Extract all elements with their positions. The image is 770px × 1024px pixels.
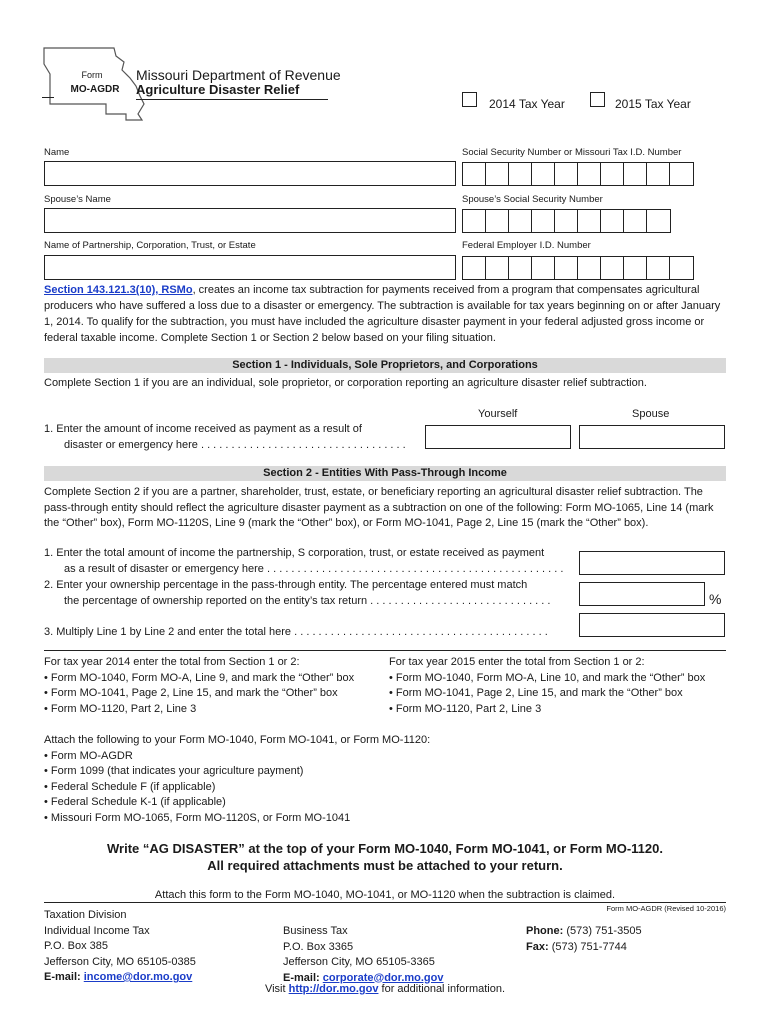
section1-yourself-input[interactable]: [425, 425, 571, 449]
tax-year-2015-label: 2015 Tax Year: [615, 97, 691, 111]
division-name: Taxation Division: [44, 909, 127, 921]
tax-year-2014-checkbox[interactable]: [462, 92, 477, 107]
phone-number: (573) 751-3505: [566, 925, 642, 937]
col2-line: Jefferson City, MO 65105-3365: [283, 956, 435, 968]
tax-year-2015-checkbox[interactable]: [590, 92, 605, 107]
revision-label: Form MO-AGDR (Revised 10-2016): [606, 904, 726, 913]
ssn-input[interactable]: [462, 162, 694, 186]
col-yourself: Yourself: [478, 408, 518, 420]
list-item: • Form MO-1041, Page 2, Line 15, and mark the “Other” box: [44, 686, 384, 702]
form-id: MO-AGDR: [70, 84, 120, 95]
section1-line1a: 1. Enter the amount of income received as payment as a result of: [44, 423, 362, 435]
header-rule-left: [42, 97, 54, 98]
section2-line1-input[interactable]: [579, 551, 725, 575]
section2-line3: 3. Multiply Line 1 by Line 2 and enter the total here . . . . . . . . . . . . . . . . . . . . . . . . . . . . . . . . . . . . . . . . . .: [44, 626, 548, 638]
instructions-2015-heading: For tax year 2015 enter the total from Section 1 or 2:: [389, 656, 645, 668]
income-email-link[interactable]: income@dor.mo.gov: [83, 971, 193, 983]
intro-text: , creates an income tax subtraction for payments received from a program that compensates agricultural producers who have suffered a loss due to a disaster or emergency. The subtraction is available for tax years beginning on or after January 1, 2014. To qualify for the subtraction, you must have included the agriculture disaster payment in your federal adjusted gross income or federal taxable income. Complete Section 1 or Section 2 below based on your filing situation.: [44, 284, 721, 344]
list-item: • Form MO-1041, Page 2, Line 15, and mark the “Other” box: [389, 686, 729, 702]
name-label: Name: [44, 147, 70, 158]
section2-line2b: the percentage of ownership reported on the entity’s tax return . . . . . . . . . . . . . . . . . . . . . . . . . . . . . .: [64, 595, 551, 607]
section1-spouse-input[interactable]: [579, 425, 725, 449]
section1-intro: Complete Section 1 if you are an individual, sole proprietor, or corporation reporting an agriculture disaster relief subtraction.: [44, 377, 647, 389]
fein-input[interactable]: [462, 256, 694, 280]
instructions-2015: [389, 655, 729, 717]
col1-line: P.O. Box 385: [44, 940, 109, 952]
spouse-ssn-label: Spouse’s Social Security Number: [462, 194, 603, 205]
section2-line2a: 2. Enter your ownership percentage in the pass-through entity. The percentage entered must match: [44, 579, 528, 591]
list-item: • Form MO-AGDR: [44, 749, 544, 765]
section1-title: Section 1 - Individuals, Sole Proprietors, and Corporations: [44, 358, 726, 373]
instructions-2014-heading: For tax year 2014 enter the total from Section 1 or 2:: [44, 656, 300, 668]
section1-line1b: disaster or emergency here . . . . . . . . . . . . . . . . . . . . . . . . . . . . . . . . . .: [64, 439, 406, 451]
fein-label: Federal Employer I.D. Number: [462, 240, 591, 251]
instructions-2014: [44, 655, 384, 717]
section2-line1a: 1. Enter the total amount of income the partnership, S corporation, trust, or estate received as payment: [44, 547, 545, 559]
section2-intro: Complete Section 2 if you are a partner, shareholder, trust, estate, or beneficiary reporting an agricultural disaster relief subtraction. The pass-through entity should reflect the agriculture disaster payment as a subtraction on one of the following: Form MO-1065, Line 14 (mark the “Other” box), Form MO-1120S, Line 9 (mark the “Other” box), or Form MO-1041, Page 2, Line 15 (mark the “Other” box).: [44, 486, 714, 529]
percent-sign: %: [709, 591, 722, 607]
fax-number: (573) 751-7744: [551, 940, 627, 953]
list-item: • Form 1099 (that indicates your agriculture payment): [44, 764, 544, 780]
col1-line: Jefferson City, MO 65105-0385: [44, 955, 196, 968]
visit-post: for additional information.: [381, 983, 506, 995]
ssn-label: Social Security Number or Missouri Tax I.D. Number: [462, 147, 682, 158]
page-title: Agriculture Disaster Relief: [136, 82, 300, 97]
col1-line: Individual Income Tax: [44, 924, 150, 937]
notice-line2: All required attachments must be attached to your return.: [207, 858, 563, 873]
list-item: • Federal Schedule F (if applicable): [44, 780, 544, 796]
footer-col2: [283, 924, 444, 986]
attachments-list: [44, 733, 544, 826]
list-item: • Federal Schedule K-1 (if applicable): [44, 795, 544, 811]
entity-name-label: Name of Partnership, Corporation, Trust, or Estate: [44, 240, 256, 251]
section2-title: Section 2 - Entities With Pass-Through Income: [44, 466, 726, 481]
email-label: E-mail:: [283, 971, 320, 984]
footer-col1: [44, 908, 196, 986]
intro-paragraph: [44, 282, 726, 346]
visit-line: [44, 983, 726, 995]
ag-disaster-notice: [44, 840, 726, 874]
list-item: • Missouri Form MO-1065, Form MO-1120S, or Form MO-1041: [44, 811, 544, 827]
statute-link[interactable]: Section 143.121.3(10), RSMo: [44, 284, 193, 296]
col2-line: Business Tax: [283, 925, 348, 937]
department-name: Missouri Department of Revenue: [136, 67, 341, 83]
title-rule: [136, 99, 328, 100]
attach-heading: Attach the following to your Form MO-1040, Form MO-1041, or Form MO-1120:: [44, 734, 431, 746]
corporate-email-link[interactable]: corporate@dor.mo.gov: [322, 971, 444, 984]
fax-label: Fax:: [526, 940, 549, 953]
form-label: Form: [81, 70, 103, 80]
notice-line1: Write “AG DISASTER” at the top of your Form MO-1040, Form MO-1041, or Form MO-1120.: [107, 841, 663, 856]
list-item: • Form MO-1120, Part 2, Line 3: [44, 702, 384, 718]
spouse-ssn-input[interactable]: [462, 209, 671, 233]
spouse-name-label: Spouse’s Name: [44, 194, 111, 205]
section2-line3-input[interactable]: [579, 613, 725, 637]
col-spouse: Spouse: [632, 408, 670, 420]
spouse-name-input[interactable]: [44, 208, 456, 233]
col2-line: P.O. Box 3365: [283, 940, 354, 953]
footer-rule: [44, 902, 726, 903]
list-item: • Form MO-1040, Form MO-A, Line 9, and mark the “Other” box: [44, 671, 384, 687]
tax-year-2014-label: 2014 Tax Year: [489, 97, 565, 111]
entity-name-input[interactable]: [44, 255, 456, 280]
list-item: • Form MO-1120, Part 2, Line 3: [389, 702, 729, 718]
list-item: • Form MO-1040, Form MO-A, Line 10, and mark the “Other” box: [389, 671, 729, 687]
website-link[interactable]: http://dor.mo.gov: [288, 983, 379, 995]
footer-contact: [526, 924, 642, 955]
email-label: E-mail:: [44, 971, 81, 983]
visit-pre: Visit: [264, 983, 286, 995]
phone-label: Phone:: [526, 925, 564, 937]
divider: [44, 650, 726, 651]
name-input[interactable]: [44, 161, 456, 186]
section2-line2-input[interactable]: [579, 582, 705, 606]
attach-note: Attach this form to the Form MO-1040, MO-1041, or MO-1120 when the subtraction is claimed.: [154, 889, 616, 901]
section2-line1b: as a result of disaster or emergency here . . . . . . . . . . . . . . . . . . . . . . . . . . . . . . . . . . . . . . . . . . . . . . . . .: [64, 563, 564, 575]
